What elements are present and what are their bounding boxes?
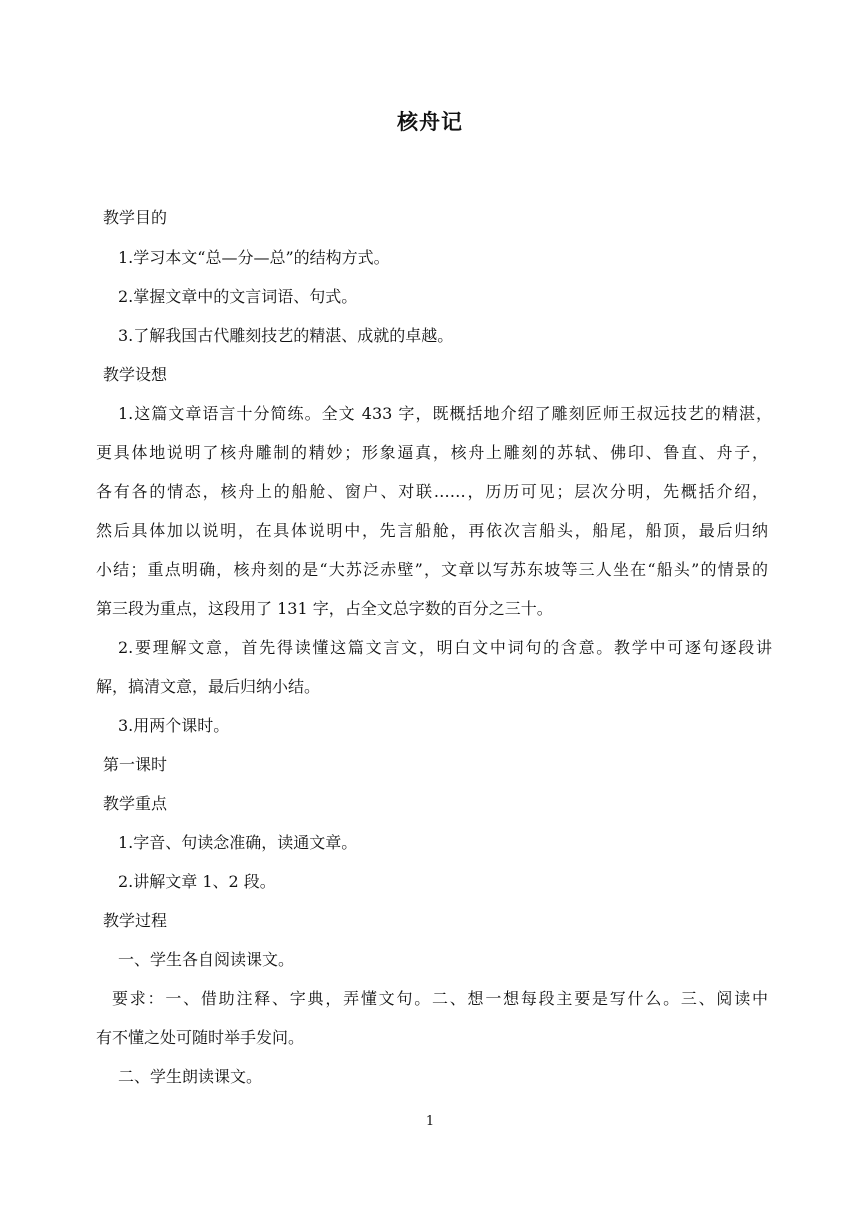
design-paragraph-line: 解，搞清文意，最后归纳小结。: [96, 677, 321, 696]
design-paragraph-line: 1.这篇文章语言十分简练。全文 433 字，既概括地介绍了雕刻匠师王叔远技艺的精湛，: [118, 404, 772, 423]
design-paragraph-line: 更具体地说明了核舟雕制的精妙；形象逼真，核舟上雕刻的苏轼、佛印、鲁直、舟子，: [96, 443, 768, 462]
process-heading: 教学过程: [103, 911, 168, 930]
process-requirement-line: 要求：一、借助注释、字典，弄懂文句。二、想一想每段主要是写什么。三、阅读中: [112, 989, 768, 1008]
process-step: 一、学生各自阅读课文。: [118, 950, 295, 969]
objective-item: 2.掌握文章中的文言词语、句式。: [118, 287, 358, 306]
process-step: 二、学生朗读课文。: [118, 1067, 263, 1086]
objective-item: 1.学习本文“总—分—总”的结构方式。: [118, 248, 390, 267]
document-title: 核舟记: [397, 109, 463, 134]
objectives-heading: 教学目的: [103, 208, 168, 227]
process-requirement-line: 有不懂之处可随时举手发问。: [96, 1028, 305, 1047]
design-paragraph-line: 第三段为重点，这段用了 131 字，占全文总字数的百分之三十。: [96, 599, 553, 618]
design-heading: 教学设想: [103, 365, 168, 384]
page-number: 1: [425, 1114, 435, 1129]
focus-item: 1.字音、句读念准确，读通文章。: [118, 833, 358, 852]
design-paragraph-line: 小结；重点明确，核舟刻的是“大苏泛赤壁”，文章以写苏东坡等三人坐在“船头”的情景的: [96, 560, 768, 579]
focus-item: 2.讲解文章 1、2 段。: [118, 872, 276, 891]
design-paragraph-line: 然后具体加以说明，在具体说明中，先言船舱，再依次言船头，船尾，船顶，最后归纳: [96, 521, 768, 540]
focus-heading: 教学重点: [103, 794, 168, 813]
lesson-heading: 第一课时: [103, 755, 168, 774]
design-paragraph-line: 各有各的情态，核舟上的船舱、窗户、对联……，历历可见；层次分明，先概括介绍，: [96, 482, 768, 501]
design-paragraph-line: 3.用两个课时。: [118, 716, 230, 735]
objective-item: 3.了解我国古代雕刻技艺的精湛、成就的卓越。: [118, 326, 454, 345]
design-paragraph-line: 2.要理解文意，首先得读懂这篇文言文，明白文中词句的含意。教学中可逐句逐段讲: [118, 638, 772, 657]
